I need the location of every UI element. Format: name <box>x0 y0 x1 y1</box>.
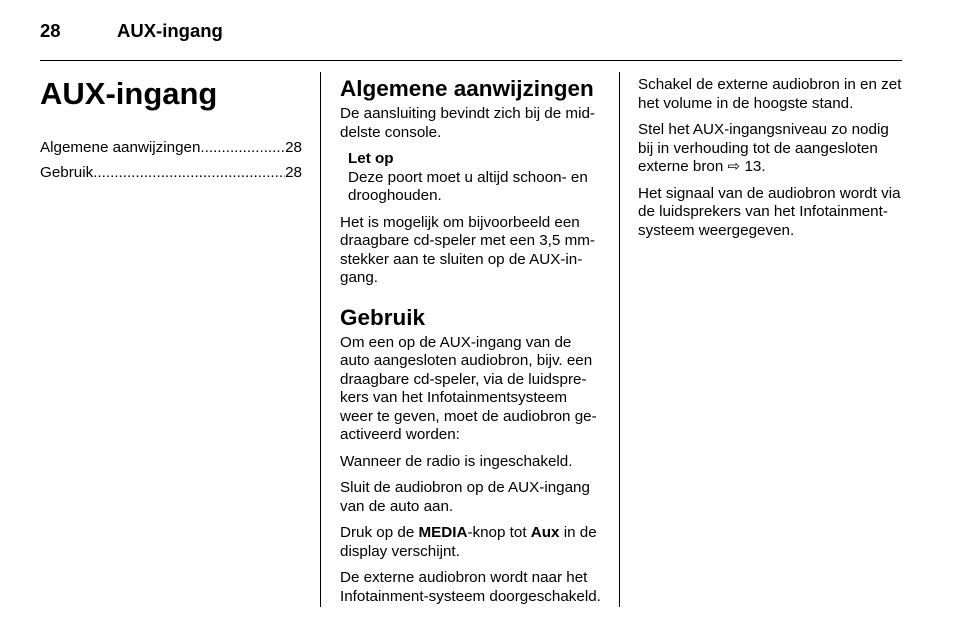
note-text: Deze poort moet u altijd schoon- en drooghouden. <box>348 168 588 204</box>
text-run: Druk op de <box>340 524 419 541</box>
header-rule <box>40 60 902 61</box>
column-divider-1 <box>320 72 321 607</box>
aux-display-label: Aux <box>530 524 560 541</box>
column-divider-2 <box>619 72 620 607</box>
paragraph: Het is mogelijk om bijvoorbeeld een draagbare cd-speler met een 3,5 mm-stekker aan te sluiten op de AUX-ingang. <box>340 213 595 286</box>
paragraph: De externe audiobron wordt naar het Infotainment-systeem doorgeschakeld. <box>340 569 601 605</box>
content-column-right <box>638 76 904 248</box>
paragraph: Sluit de audiobron op de AUX-ingang van de auto aan. <box>340 479 590 515</box>
toc-entry-page: 28 <box>285 163 302 181</box>
toc-leader-dots <box>93 164 285 183</box>
paragraph: Wanneer de radio is ingeschakeld. <box>340 452 573 470</box>
toc-entry-usage[interactable] <box>40 164 302 183</box>
text-run: -knop tot <box>467 524 531 541</box>
paragraph: Het signaal van de audiobron wordt via de luidsprekers van het Infotainment-systeem weergegeven. <box>638 184 901 239</box>
toc-entry-general[interactable] <box>40 139 302 158</box>
toc-entry-page: 28 <box>285 139 302 156</box>
section-heading-usage: Gebruik <box>340 304 426 330</box>
note-label: Let op <box>348 150 394 167</box>
paragraph-with-page-ref: Stel het AUX-ingangsniveau zo nodig bij in verhouding tot de aangesloten externe bron ⇨ 13. <box>638 121 889 175</box>
chapter-title: AUX-ingang <box>40 76 218 111</box>
note-box <box>348 150 604 206</box>
paragraph-media-instruction <box>340 524 604 561</box>
toc-column <box>40 76 302 188</box>
section-heading-general: Algemene aanwijzingen <box>340 76 594 101</box>
paragraph: Om een op de AUX-ingang van de auto aangesloten audiobron, bijv. een draagbare cd-speler, via de luidsprekers van het Infotainmentsysteem weer te geven, moet de audiobron geactiveerd worden: <box>340 333 597 443</box>
running-title: AUX-ingang <box>117 20 223 41</box>
toc-leader-dots <box>200 139 285 158</box>
paragraph: Schakel de externe audiobron in en zet het volume in de hoogste stand. <box>638 76 902 112</box>
paragraph: De aansluiting bevindt zich bij de middelste console. <box>340 105 595 141</box>
media-key-label: MEDIA <box>418 524 468 541</box>
page-number: 28 <box>40 20 61 41</box>
text-run: in de display verschijnt. <box>340 524 597 560</box>
toc-entry-label: Gebruik <box>40 163 94 181</box>
content-column-middle <box>340 76 604 614</box>
toc-entry-label: Algemene aanwijzingen <box>40 139 201 156</box>
